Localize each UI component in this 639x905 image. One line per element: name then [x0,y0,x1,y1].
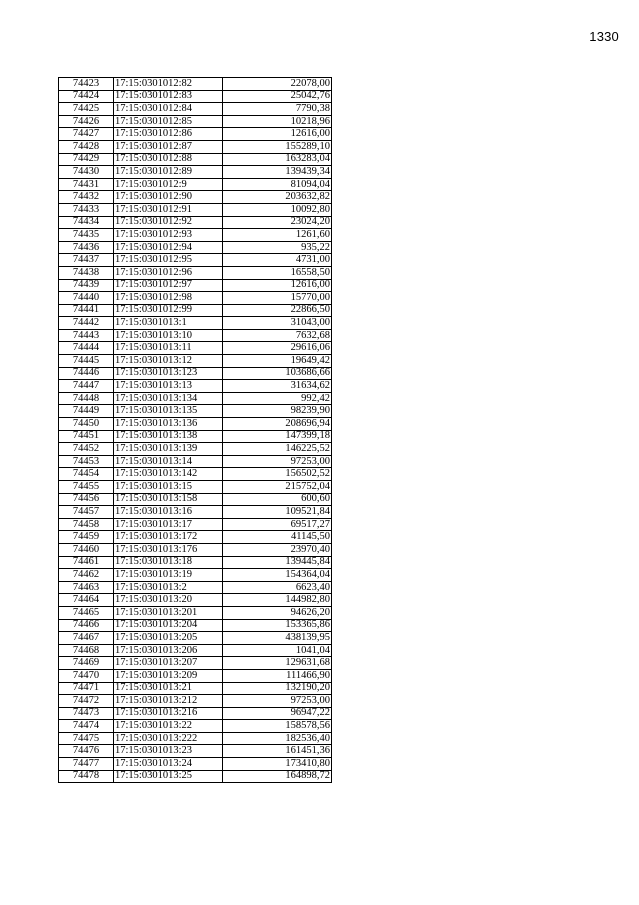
cadastral-number-cell: 17:15:0301013:123 [114,367,223,380]
row-id-cell: 74451 [59,430,114,443]
cadastral-number-cell: 17:15:0301012:98 [114,292,223,305]
row-id-cell: 74446 [59,367,114,380]
row-id-cell: 74450 [59,418,114,431]
table-row [59,468,332,481]
cadastral-number-cell: 17:15:0301013:138 [114,430,223,443]
amount-cell: 154364,04 [223,569,332,582]
table-row [59,657,332,670]
table-row [59,317,332,330]
table-row [59,556,332,569]
amount-cell: 96947,22 [223,707,332,720]
row-id-cell: 74471 [59,682,114,695]
amount-cell: 182536,40 [223,732,332,745]
row-id-cell: 74428 [59,140,114,153]
amount-cell: 103686,66 [223,367,332,380]
table-row [59,103,332,116]
amount-cell: 10218,96 [223,115,332,128]
row-id-cell: 74430 [59,166,114,179]
table-row [59,216,332,229]
cadastral-number-cell: 17:15:0301013:12 [114,355,223,368]
cadastral-number-cell: 17:15:0301013:206 [114,644,223,657]
table-row [59,644,332,657]
row-id-cell: 74440 [59,292,114,305]
amount-cell: 203632,82 [223,191,332,204]
amount-cell: 22078,00 [223,78,332,91]
row-id-cell: 74462 [59,569,114,582]
table-row [59,732,332,745]
cadastral-number-cell: 17:15:0301012:9 [114,178,223,191]
table-row [59,695,332,708]
table-row [59,90,332,103]
amount-cell: 144982,80 [223,594,332,607]
amount-cell: 19649,42 [223,355,332,368]
row-id-cell: 74443 [59,329,114,342]
cadastral-number-cell: 17:15:0301013:16 [114,506,223,519]
amount-cell: 139445,84 [223,556,332,569]
cadastral-number-cell: 17:15:0301013:216 [114,707,223,720]
amount-cell: 22866,50 [223,304,332,317]
row-id-cell: 74454 [59,468,114,481]
row-id-cell: 74463 [59,581,114,594]
row-id-cell: 74459 [59,531,114,544]
row-id-cell: 74441 [59,304,114,317]
table-row [59,443,332,456]
cadastral-number-cell: 17:15:0301013:15 [114,481,223,494]
amount-cell: 12616,00 [223,128,332,141]
amount-cell: 23024,20 [223,216,332,229]
amount-cell: 69517,27 [223,518,332,531]
row-id-cell: 74455 [59,481,114,494]
amount-cell: 132190,20 [223,682,332,695]
row-id-cell: 74436 [59,241,114,254]
amount-cell: 935,22 [223,241,332,254]
cadastral-number-cell: 17:15:0301013:209 [114,669,223,682]
cadastral-number-cell: 17:15:0301013:23 [114,745,223,758]
cadastral-number-cell: 17:15:0301012:94 [114,241,223,254]
amount-cell: 139439,34 [223,166,332,179]
table-row [59,669,332,682]
table-row [59,569,332,582]
cadastral-number-cell: 17:15:0301013:1 [114,317,223,330]
table-row [59,455,332,468]
cadastral-number-cell: 17:15:0301012:97 [114,279,223,292]
row-id-cell: 74433 [59,203,114,216]
cadastral-number-cell: 17:15:0301013:134 [114,392,223,405]
row-id-cell: 74467 [59,632,114,645]
cadastral-number-cell: 17:15:0301012:83 [114,90,223,103]
amount-cell: 156502,52 [223,468,332,481]
amount-cell: 600,60 [223,493,332,506]
cadastral-number-cell: 17:15:0301012:92 [114,216,223,229]
cadastral-number-cell: 17:15:0301013:139 [114,443,223,456]
cadastral-number-cell: 17:15:0301013:201 [114,606,223,619]
cadastral-number-cell: 17:15:0301012:84 [114,103,223,116]
row-id-cell: 74466 [59,619,114,632]
table-row [59,140,332,153]
cadastral-number-cell: 17:15:0301012:99 [114,304,223,317]
table-row [59,392,332,405]
cadastral-number-cell: 17:15:0301013:14 [114,455,223,468]
amount-cell: 97253,00 [223,695,332,708]
table-row [59,543,332,556]
amount-cell: 164898,72 [223,770,332,783]
row-id-cell: 74468 [59,644,114,657]
cadastral-number-cell: 17:15:0301013:212 [114,695,223,708]
amount-cell: 129631,68 [223,657,332,670]
cadastral-number-cell: 17:15:0301012:90 [114,191,223,204]
table-row [59,581,332,594]
cadastral-number-cell: 17:15:0301013:205 [114,632,223,645]
amount-cell: 1261,60 [223,229,332,242]
row-id-cell: 74426 [59,115,114,128]
amount-cell: 7632,68 [223,329,332,342]
amount-cell: 438139,95 [223,632,332,645]
amount-cell: 94626,20 [223,606,332,619]
table-row [59,342,332,355]
row-id-cell: 74453 [59,455,114,468]
amount-cell: 161451,36 [223,745,332,758]
table-row [59,606,332,619]
page-number: 1330 [589,29,619,44]
row-id-cell: 74438 [59,266,114,279]
table-row [59,191,332,204]
row-id-cell: 74434 [59,216,114,229]
amount-cell: 146225,52 [223,443,332,456]
row-id-cell: 74444 [59,342,114,355]
cadastral-number-cell: 17:15:0301012:86 [114,128,223,141]
table-row [59,292,332,305]
table-row [59,720,332,733]
table-row [59,254,332,267]
cadastral-number-cell: 17:15:0301013:2 [114,581,223,594]
row-id-cell: 74447 [59,380,114,393]
data-table [58,77,332,783]
amount-cell: 215752,04 [223,481,332,494]
amount-cell: 31634,62 [223,380,332,393]
table-row [59,758,332,771]
cadastral-number-cell: 17:15:0301013:158 [114,493,223,506]
cadastral-number-cell: 17:15:0301013:204 [114,619,223,632]
table-row [59,279,332,292]
row-id-cell: 74425 [59,103,114,116]
row-id-cell: 74475 [59,732,114,745]
cadastral-number-cell: 17:15:0301012:89 [114,166,223,179]
row-id-cell: 74423 [59,78,114,91]
row-id-cell: 74476 [59,745,114,758]
row-id-cell: 74431 [59,178,114,191]
amount-cell: 41145,50 [223,531,332,544]
table-row [59,304,332,317]
cadastral-number-cell: 17:15:0301012:82 [114,78,223,91]
row-id-cell: 74424 [59,90,114,103]
cadastral-number-cell: 17:15:0301013:222 [114,732,223,745]
amount-cell: 147399,18 [223,430,332,443]
amount-cell: 81094,04 [223,178,332,191]
row-id-cell: 74427 [59,128,114,141]
cadastral-number-cell: 17:15:0301013:17 [114,518,223,531]
cadastral-number-cell: 17:15:0301013:22 [114,720,223,733]
cadastral-number-cell: 17:15:0301013:136 [114,418,223,431]
cadastral-number-cell: 17:15:0301013:172 [114,531,223,544]
table-row [59,531,332,544]
row-id-cell: 74439 [59,279,114,292]
row-id-cell: 74437 [59,254,114,267]
row-id-cell: 74429 [59,153,114,166]
table-row [59,78,332,91]
row-id-cell: 74452 [59,443,114,456]
row-id-cell: 74456 [59,493,114,506]
cadastral-number-cell: 17:15:0301012:87 [114,140,223,153]
table-row [59,493,332,506]
cadastral-number-cell: 17:15:0301013:142 [114,468,223,481]
amount-cell: 153365,86 [223,619,332,632]
amount-cell: 155289,10 [223,140,332,153]
cadastral-number-cell: 17:15:0301013:135 [114,405,223,418]
table-row [59,203,332,216]
amount-cell: 6623,40 [223,581,332,594]
table-row [59,355,332,368]
table-row [59,153,332,166]
amount-cell: 111466,90 [223,669,332,682]
cadastral-number-cell: 17:15:0301012:91 [114,203,223,216]
row-id-cell: 74435 [59,229,114,242]
table-row [59,115,332,128]
amount-cell: 31043,00 [223,317,332,330]
row-id-cell: 74460 [59,543,114,556]
row-id-cell: 74432 [59,191,114,204]
row-id-cell: 74477 [59,758,114,771]
amount-cell: 1041,04 [223,644,332,657]
amount-cell: 7790,38 [223,103,332,116]
table-row [59,518,332,531]
amount-cell: 4731,00 [223,254,332,267]
row-id-cell: 74470 [59,669,114,682]
table-row [59,619,332,632]
cadastral-number-cell: 17:15:0301012:93 [114,229,223,242]
amount-cell: 109521,84 [223,506,332,519]
row-id-cell: 74457 [59,506,114,519]
amount-cell: 25042,76 [223,90,332,103]
table-row [59,266,332,279]
amount-cell: 12616,00 [223,279,332,292]
cadastral-number-cell: 17:15:0301013:20 [114,594,223,607]
row-id-cell: 74472 [59,695,114,708]
cadastral-number-cell: 17:15:0301013:207 [114,657,223,670]
table-row [59,380,332,393]
row-id-cell: 74474 [59,720,114,733]
amount-cell: 10092,80 [223,203,332,216]
cadastral-number-cell: 17:15:0301013:21 [114,682,223,695]
row-id-cell: 74448 [59,392,114,405]
cadastral-number-cell: 17:15:0301013:25 [114,770,223,783]
amount-cell: 208696,94 [223,418,332,431]
cadastral-number-cell: 17:15:0301013:19 [114,569,223,582]
row-id-cell: 74469 [59,657,114,670]
amount-cell: 163283,04 [223,153,332,166]
cadastral-number-cell: 17:15:0301012:96 [114,266,223,279]
table-row [59,128,332,141]
row-id-cell: 74473 [59,707,114,720]
table-row [59,481,332,494]
row-id-cell: 74458 [59,518,114,531]
cadastral-number-cell: 17:15:0301012:95 [114,254,223,267]
table-row [59,367,332,380]
amount-cell: 15770,00 [223,292,332,305]
table-row [59,329,332,342]
amount-cell: 158578,56 [223,720,332,733]
cadastral-number-cell: 17:15:0301013:11 [114,342,223,355]
table-row [59,229,332,242]
table-row [59,682,332,695]
cadastral-number-cell: 17:15:0301012:85 [114,115,223,128]
cadastral-number-cell: 17:15:0301013:18 [114,556,223,569]
table-row [59,405,332,418]
table-row [59,430,332,443]
table-row [59,418,332,431]
cadastral-number-cell: 17:15:0301012:88 [114,153,223,166]
row-id-cell: 74442 [59,317,114,330]
cadastral-number-cell: 17:15:0301013:24 [114,758,223,771]
table-body [59,78,332,783]
amount-cell: 29616,06 [223,342,332,355]
row-id-cell: 74449 [59,405,114,418]
table-row [59,770,332,783]
row-id-cell: 74461 [59,556,114,569]
cadastral-number-cell: 17:15:0301013:10 [114,329,223,342]
table-row [59,166,332,179]
amount-cell: 23970,40 [223,543,332,556]
row-id-cell: 74478 [59,770,114,783]
row-id-cell: 74465 [59,606,114,619]
cadastral-number-cell: 17:15:0301013:13 [114,380,223,393]
table-row [59,506,332,519]
table-row [59,594,332,607]
table-row [59,632,332,645]
amount-cell: 992,42 [223,392,332,405]
table-row [59,178,332,191]
row-id-cell: 74464 [59,594,114,607]
table-row [59,745,332,758]
amount-cell: 98239,90 [223,405,332,418]
table-row [59,707,332,720]
cadastral-number-cell: 17:15:0301013:176 [114,543,223,556]
row-id-cell: 74445 [59,355,114,368]
amount-cell: 16558,50 [223,266,332,279]
amount-cell: 173410,80 [223,758,332,771]
table-row [59,241,332,254]
amount-cell: 97253,00 [223,455,332,468]
